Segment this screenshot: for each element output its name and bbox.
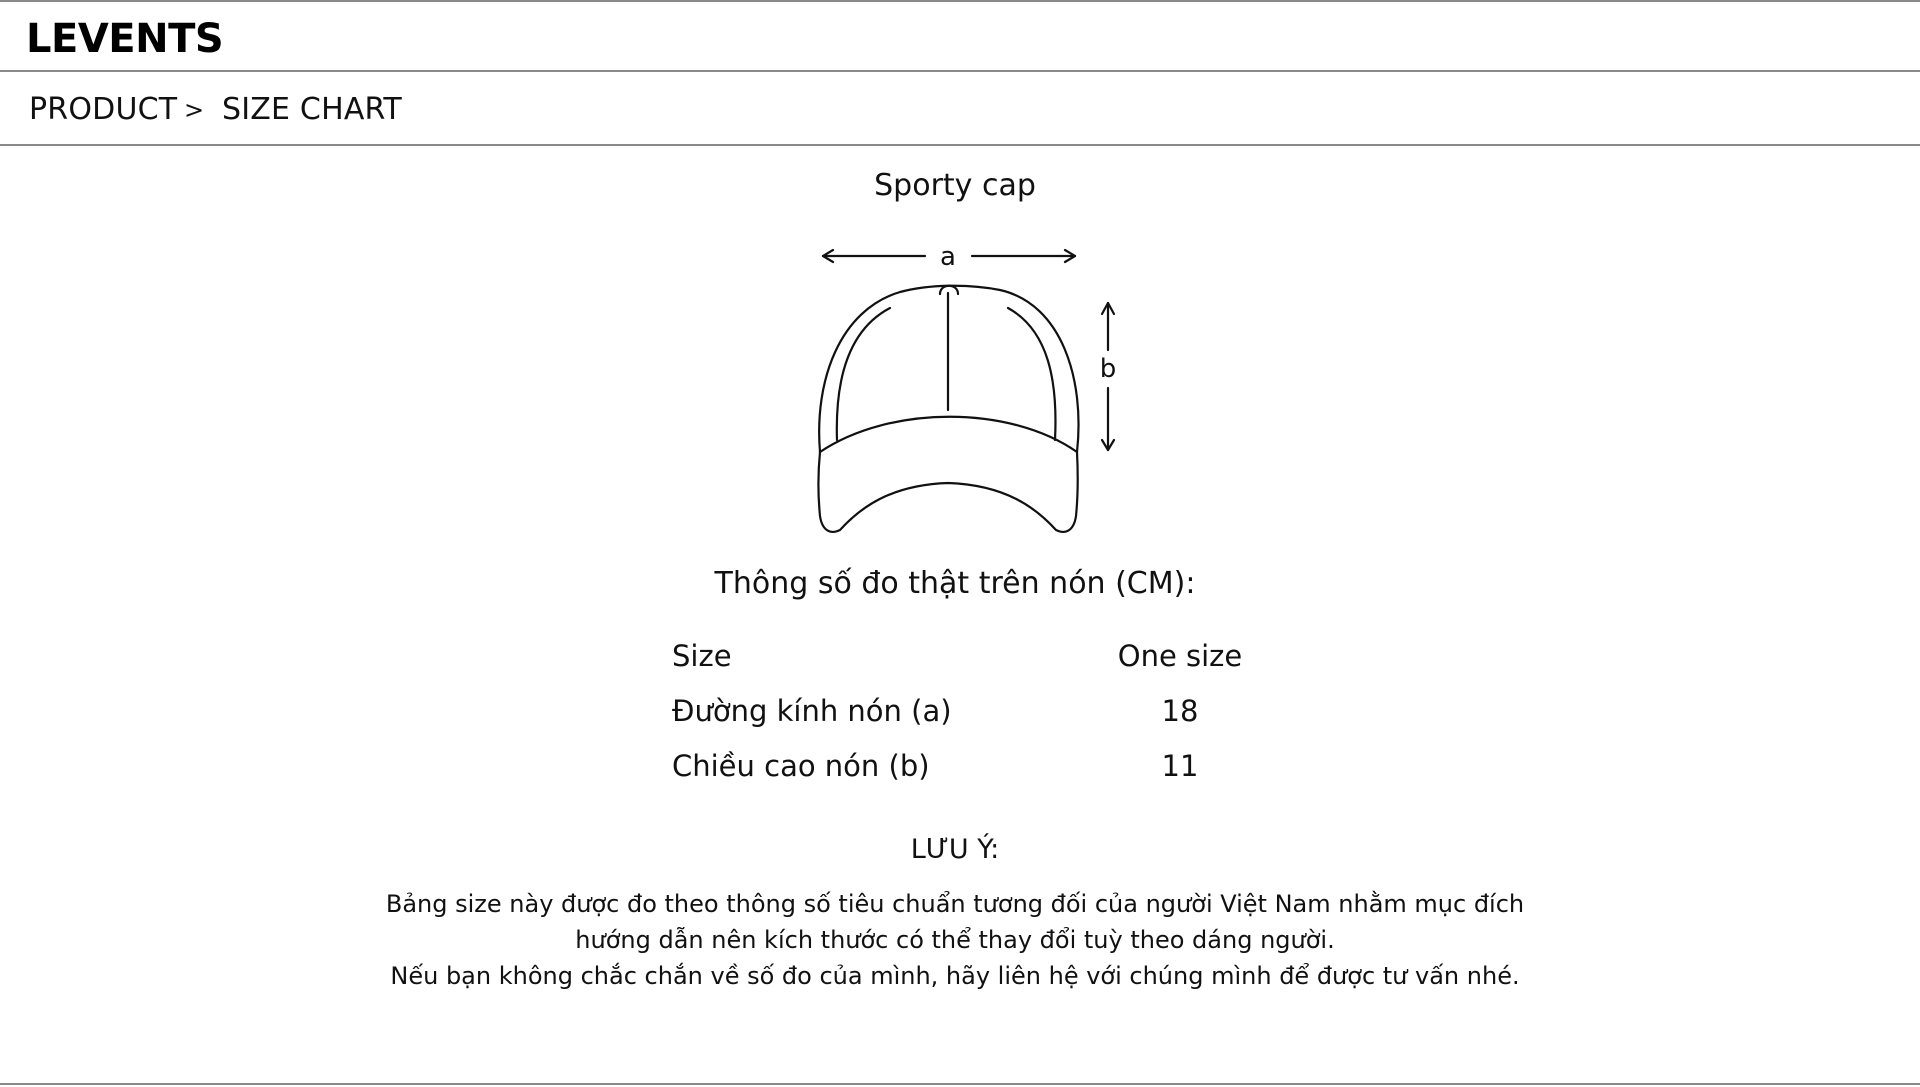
table-row (672, 738, 1260, 793)
note-line: hướng dẫn nên kích thước có thể thay đổi tuỳ theo dáng người. (575, 926, 1335, 954)
cap-brim-top (820, 417, 1077, 452)
row-value-diameter: 18 (1161, 693, 1199, 728)
row-label-height: Chiều cao nón (b) (672, 748, 930, 783)
cap-brim-outline (819, 452, 1078, 532)
cap-panel-left (837, 308, 890, 440)
table-row (672, 628, 1260, 683)
note-line: Nếu bạn không chắc chắn về số đo của mình, hãy liên hệ với chúng mình để được tư vấn nhé. (390, 962, 1520, 990)
dimension-label-b: b (1099, 354, 1117, 384)
size-table (672, 628, 1260, 793)
table-header-one-size: One size (1117, 638, 1243, 673)
breadcrumb-item-size-chart: SIZE CHART (222, 92, 402, 127)
breadcrumb (0, 72, 1920, 146)
product-title: Sporty cap (874, 168, 1036, 203)
breadcrumb-separator: > (184, 96, 205, 124)
dimension-label-a: a (940, 242, 956, 272)
row-value-height: 11 (1161, 748, 1199, 783)
cap-illustration (800, 230, 1140, 540)
footer-divider (0, 1083, 1920, 1085)
size-table-title: Thông số đo thật trên nón (CM): (714, 566, 1196, 601)
breadcrumb-item-product[interactable]: PRODUCT (29, 92, 178, 127)
note-text (360, 886, 1550, 994)
note-title: LƯU Ý: (910, 834, 1000, 865)
cap-panel-right (1008, 308, 1055, 440)
note-line: Bảng size này được đo theo thông số tiêu chuẩn tương đối của người Việt Nam nhằm mục đích (385, 890, 1525, 918)
brand-logo[interactable]: LEVENTS (26, 16, 224, 62)
row-label-diameter: Đường kính nón (a) (672, 693, 952, 728)
top-header (0, 0, 1920, 72)
table-header-size: Size (672, 638, 732, 673)
table-row (672, 683, 1260, 738)
